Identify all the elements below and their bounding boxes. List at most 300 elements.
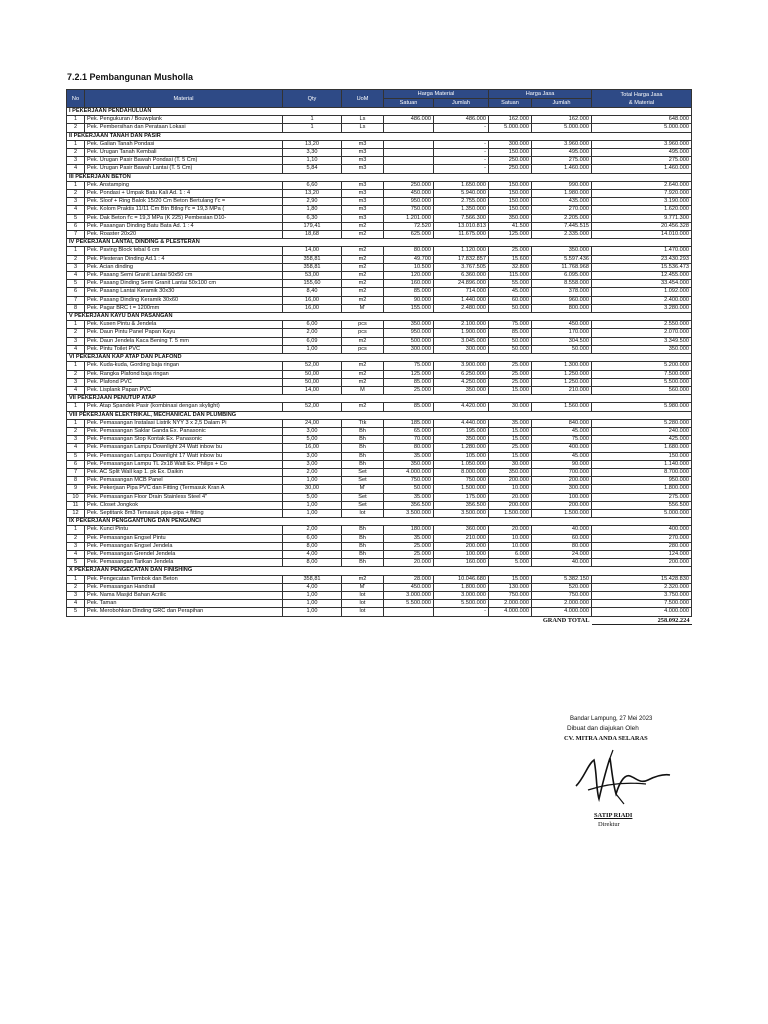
row-no: 1 xyxy=(67,403,85,411)
row-no: 5 xyxy=(67,559,85,567)
table-row xyxy=(67,386,692,394)
row-no: 2 xyxy=(67,190,85,198)
table-row xyxy=(67,222,692,230)
row-material-satuan xyxy=(384,124,434,132)
table-row xyxy=(67,157,692,165)
row-no: 4 xyxy=(67,550,85,558)
row-no: 1 xyxy=(67,419,85,427)
row-description: Pek. Pemasangan Saklar Ganda Ex. Panasonic xyxy=(85,427,283,435)
row-total: 2.070.000 xyxy=(592,329,692,337)
row-jasa-jumlah: 6.095.000 xyxy=(532,272,592,280)
row-jasa-satuan: 25.000 xyxy=(489,362,532,370)
row-jasa-jumlah: 1.500.000 xyxy=(532,509,592,517)
row-material-satuan: 85.000 xyxy=(384,288,434,296)
section-header-row xyxy=(67,354,692,362)
row-material-satuan xyxy=(384,608,434,616)
row-no: 2 xyxy=(67,149,85,157)
row-material-jumlah: 356.500 xyxy=(434,501,489,509)
row-jasa-satuan: 25.000 xyxy=(489,370,532,378)
row-uom: Bh xyxy=(342,534,384,542)
row-qty: 52,00 xyxy=(283,362,342,370)
row-description: Pek. Roaster 20x20 xyxy=(85,231,283,239)
row-uom: Bh xyxy=(342,559,384,567)
row-qty: 16,00 xyxy=(283,444,342,452)
row-material-jumlah: 350.000 xyxy=(434,436,489,444)
table-row xyxy=(67,198,692,206)
row-total: 7.500.000 xyxy=(592,600,692,608)
row-uom: lot xyxy=(342,608,384,616)
row-material-jumlah: - xyxy=(434,149,489,157)
row-jasa-satuan: 32.800 xyxy=(489,263,532,271)
row-no: 6 xyxy=(67,222,85,230)
row-jasa-satuan: 20.000 xyxy=(489,526,532,534)
section-header-row xyxy=(67,108,692,116)
row-description: Pek. Pengukuran / Bouwplank xyxy=(85,116,283,124)
row-description: Pek. Sloof + Ring Balok 15/20 Cm Beton Bertulang f'c = xyxy=(85,198,283,206)
table-row xyxy=(67,272,692,280)
row-description: Pek. Plafond PVC xyxy=(85,378,283,386)
row-description: Pek. Kuda-kuda, Gording baja ringan xyxy=(85,362,283,370)
row-material-satuan xyxy=(384,165,434,173)
row-material-satuan: 28.000 xyxy=(384,575,434,583)
row-material-jumlah: 2.480.000 xyxy=(434,304,489,312)
row-material-jumlah: 6.250.000 xyxy=(434,370,489,378)
row-jasa-jumlah: 50.000 xyxy=(532,345,592,353)
row-jasa-satuan: 45.000 xyxy=(489,288,532,296)
row-description: Pek. Pengecatan Tembok dan Beton xyxy=(85,575,283,583)
row-material-satuan: 49.700 xyxy=(384,255,434,263)
row-total: 200.000 xyxy=(592,559,692,567)
row-no: 2 xyxy=(67,370,85,378)
row-jasa-satuan: 85.000 xyxy=(489,329,532,337)
row-jasa-satuan: 15.000 xyxy=(489,427,532,435)
row-jasa-satuan: 4.000.000 xyxy=(489,608,532,616)
row-material-jumlah: 2.100.000 xyxy=(434,321,489,329)
row-description: Pek. Urugan Tanah Kembali xyxy=(85,149,283,157)
row-jasa-satuan: 10.000 xyxy=(489,485,532,493)
row-material-satuan: 450.000 xyxy=(384,190,434,198)
row-jasa-satuan: 50.000 xyxy=(489,304,532,312)
row-material-jumlah: 160.000 xyxy=(434,559,489,567)
row-material-satuan: 1.201.000 xyxy=(384,214,434,222)
row-uom: m2 xyxy=(342,231,384,239)
row-jasa-jumlah: 60.000 xyxy=(532,534,592,542)
row-jasa-jumlah: 7.445.515 xyxy=(532,222,592,230)
row-jasa-jumlah: 300.000 xyxy=(532,485,592,493)
row-material-satuan: 10.500 xyxy=(384,263,434,271)
row-description: Pek. Anstamping xyxy=(85,181,283,189)
row-qty: 16,00 xyxy=(283,304,342,312)
row-jasa-jumlah: 210.000 xyxy=(532,386,592,394)
row-total: 1.092.000 xyxy=(592,288,692,296)
row-total: 150.000 xyxy=(592,452,692,460)
row-material-satuan: 50.000 xyxy=(384,485,434,493)
row-qty: 5,84 xyxy=(283,165,342,173)
row-no: 7 xyxy=(67,468,85,476)
row-total: 495.000 xyxy=(592,149,692,157)
row-qty: 3,00 xyxy=(283,427,342,435)
row-qty: 30,00 xyxy=(283,485,342,493)
row-total: 2.640.000 xyxy=(592,181,692,189)
row-material-jumlah: 1.800.000 xyxy=(434,583,489,591)
row-qty: 1,00 xyxy=(283,608,342,616)
row-qty: 1,00 xyxy=(283,477,342,485)
row-jasa-jumlah: 200.000 xyxy=(532,501,592,509)
row-uom: lot xyxy=(342,591,384,599)
row-jasa-satuan: 162.000 xyxy=(489,116,532,124)
table-row xyxy=(67,559,692,567)
row-uom: Bh xyxy=(342,452,384,460)
row-description: Pek. Taman xyxy=(85,600,283,608)
section-header-row xyxy=(67,567,692,575)
section-title: IV PEKERJAAN LANTAI, DINDING & PLESTERAN xyxy=(67,239,692,247)
row-jasa-jumlah: 8.558.000 xyxy=(532,280,592,288)
row-material-jumlah: 5.500.000 xyxy=(434,600,489,608)
row-description: Pek. Kunci Pintu xyxy=(85,526,283,534)
row-material-jumlah: - xyxy=(434,608,489,616)
row-material-jumlah: 1.280.000 xyxy=(434,444,489,452)
row-qty: 13,20 xyxy=(283,190,342,198)
row-uom: m2 xyxy=(342,222,384,230)
row-material-jumlah: 24.896.000 xyxy=(434,280,489,288)
row-total: 1.800.000 xyxy=(592,485,692,493)
row-jasa-jumlah: 800.000 xyxy=(532,304,592,312)
row-description: Pek. Pemasangan Stop Kontak Ex. Panasonic xyxy=(85,436,283,444)
row-total: 7.920.000 xyxy=(592,190,692,198)
row-total: 9.771.300 xyxy=(592,214,692,222)
row-no: 3 xyxy=(67,157,85,165)
row-total: 5.000.000 xyxy=(592,509,692,517)
row-total: 8.700.000 xyxy=(592,468,692,476)
row-qty: 5,00 xyxy=(283,493,342,501)
row-total: 7.500.000 xyxy=(592,370,692,378)
header-harga-jasa: Harga Jasa xyxy=(489,90,592,99)
row-total: 15.428.830 xyxy=(592,575,692,583)
row-uom: m2 xyxy=(342,288,384,296)
row-uom: m2 xyxy=(342,362,384,370)
row-jasa-jumlah: 200.000 xyxy=(532,477,592,485)
row-material-satuan: 125.000 xyxy=(384,370,434,378)
row-description: Pek. Nama Masjid Bahan Acrilic xyxy=(85,591,283,599)
grand-total-label: GRAND TOTAL xyxy=(542,616,590,624)
row-no: 4 xyxy=(67,600,85,608)
row-uom: m3 xyxy=(342,181,384,189)
row-description: Pek. Pemasangan Grendel Jendela xyxy=(85,550,283,558)
row-no: 4 xyxy=(67,386,85,394)
row-description: Pek. Urugan Pasir Bawah Pondasi (T. 5 Cm) xyxy=(85,157,283,165)
row-jasa-jumlah: 270.000 xyxy=(532,206,592,214)
row-qty: 3,30 xyxy=(283,149,342,157)
row-qty: 358,81 xyxy=(283,255,342,263)
row-jasa-satuan: 300.000 xyxy=(489,140,532,148)
row-jasa-satuan: 150.000 xyxy=(489,198,532,206)
section-header-row xyxy=(67,395,692,403)
header-total-line1: Total Harga Jasa xyxy=(620,91,663,98)
row-material-satuan: 500.000 xyxy=(384,337,434,345)
row-no: 1 xyxy=(67,321,85,329)
header-jasa-jumlah: Jumlah xyxy=(532,99,592,108)
row-qty: 1,10 xyxy=(283,157,342,165)
row-material-jumlah: 3.045.000 xyxy=(434,337,489,345)
row-qty: 1,00 xyxy=(283,345,342,353)
row-total: 14.010.000 xyxy=(592,231,692,239)
row-qty: 2,00 xyxy=(283,329,342,337)
row-no: 1 xyxy=(67,116,85,124)
row-qty: 358,81 xyxy=(283,263,342,271)
row-material-jumlah: 1.650.000 xyxy=(434,181,489,189)
row-uom: m3 xyxy=(342,198,384,206)
row-qty: 18,68 xyxy=(283,231,342,239)
row-jasa-jumlah: 700.000 xyxy=(532,468,592,476)
row-uom: Set xyxy=(342,493,384,501)
row-material-satuan: 5.500.000 xyxy=(384,600,434,608)
row-material-jumlah: 486.000 xyxy=(434,116,489,124)
row-jasa-satuan: 150.000 xyxy=(489,181,532,189)
row-no: 4 xyxy=(67,272,85,280)
table-row xyxy=(67,214,692,222)
header-harga-material: Harga Material xyxy=(384,90,489,99)
row-description: Pek. Rangka Plafond baja ringan xyxy=(85,370,283,378)
row-material-jumlah: - xyxy=(434,124,489,132)
row-jasa-satuan: 350.000 xyxy=(489,214,532,222)
row-total: 270.000 xyxy=(592,534,692,542)
row-description: Pek. Daun Pintu Panel Papan Kayu xyxy=(85,329,283,337)
row-qty: 1,00 xyxy=(283,600,342,608)
row-material-satuan: 350.000 xyxy=(384,321,434,329)
row-total: 3.280.000 xyxy=(592,304,692,312)
row-jasa-jumlah: 170.000 xyxy=(532,329,592,337)
row-total: 275.000 xyxy=(592,157,692,165)
row-jasa-jumlah: 162.000 xyxy=(532,116,592,124)
row-jasa-satuan: 200.000 xyxy=(489,477,532,485)
row-material-satuan: 450.000 xyxy=(384,583,434,591)
row-jasa-satuan: 55.000 xyxy=(489,280,532,288)
row-no: 6 xyxy=(67,460,85,468)
row-material-satuan xyxy=(384,140,434,148)
handwritten-signature xyxy=(566,744,676,810)
row-material-satuan: 3.500.000 xyxy=(384,509,434,517)
table-row xyxy=(67,231,692,239)
row-qty: 1,00 xyxy=(283,591,342,599)
row-jasa-satuan: 150.000 xyxy=(489,206,532,214)
row-jasa-jumlah: 990.000 xyxy=(532,181,592,189)
row-jasa-jumlah: 75.000 xyxy=(532,436,592,444)
row-material-satuan: 250.000 xyxy=(384,181,434,189)
row-jasa-jumlah: 40.000 xyxy=(532,559,592,567)
row-jasa-satuan: 6.000 xyxy=(489,550,532,558)
row-description: Pek. Pemasangan Lampu TL 2x18 Watt Ex. Philips + Co xyxy=(85,460,283,468)
row-description: Pek. Pasang Dinding Keramik 30x60 xyxy=(85,296,283,304)
row-material-jumlah: - xyxy=(434,140,489,148)
row-uom: m3 xyxy=(342,206,384,214)
table-row xyxy=(67,116,692,124)
table-row xyxy=(67,337,692,345)
table-row xyxy=(67,304,692,312)
row-uom: lot xyxy=(342,600,384,608)
row-material-jumlah: 4.420.000 xyxy=(434,403,489,411)
row-jasa-satuan: 1.500.000 xyxy=(489,509,532,517)
section-title: VIII PEKERJAAN ELEKTRIKAL, MECHANICAL DAN PLUMBING xyxy=(67,411,692,419)
section-header-row xyxy=(67,132,692,140)
row-total: 3.960.000 xyxy=(592,140,692,148)
section-header-row xyxy=(67,239,692,247)
header-uom: UoM xyxy=(342,90,384,108)
row-total: 400.000 xyxy=(592,526,692,534)
table-row xyxy=(67,280,692,288)
row-jasa-jumlah: 80.000 xyxy=(532,542,592,550)
section-header-row xyxy=(67,173,692,181)
table-row xyxy=(67,255,692,263)
row-jasa-jumlah: 750.000 xyxy=(532,591,592,599)
section-title: II PEKERJAAN TANAH DAN PASIR xyxy=(67,132,692,140)
row-material-jumlah: 750.000 xyxy=(434,477,489,485)
row-qty: 50,00 xyxy=(283,378,342,386)
row-total: 1.680.000 xyxy=(592,444,692,452)
row-qty: 2,00 xyxy=(283,526,342,534)
table-row xyxy=(67,321,692,329)
row-description: Pek. Pasang Dinding Semi Granit Lantai 50x100 cm xyxy=(85,280,283,288)
row-no: 2 xyxy=(67,124,85,132)
row-material-satuan: 356.500 xyxy=(384,501,434,509)
row-material-jumlah: 1.500.000 xyxy=(434,485,489,493)
row-jasa-satuan: 41.500 xyxy=(489,222,532,230)
row-jasa-satuan: 15.600 xyxy=(489,255,532,263)
row-material-satuan: 750.000 xyxy=(384,206,434,214)
row-material-satuan: 35.000 xyxy=(384,493,434,501)
row-description: Pek. Pagar BRC t = 1200mm xyxy=(85,304,283,312)
row-total: 556.500 xyxy=(592,501,692,509)
row-no: 8 xyxy=(67,477,85,485)
row-jasa-satuan: 15.000 xyxy=(489,452,532,460)
row-description: Pek. Pondasi + Umpak Batu Kali Ad. 1 : 4 xyxy=(85,190,283,198)
row-material-satuan: 75.000 xyxy=(384,362,434,370)
row-uom: m3 xyxy=(342,165,384,173)
row-jasa-satuan: 130.000 xyxy=(489,583,532,591)
row-no: 9 xyxy=(67,485,85,493)
row-total: 15.536.473 xyxy=(592,263,692,271)
row-material-jumlah: 350.000 xyxy=(434,386,489,394)
row-no: 1 xyxy=(67,247,85,255)
row-material-satuan: 80.000 xyxy=(384,247,434,255)
row-material-satuan: 70.000 xyxy=(384,436,434,444)
table-row xyxy=(67,427,692,435)
row-material-satuan: 625.000 xyxy=(384,231,434,239)
row-qty: 5,00 xyxy=(283,436,342,444)
row-qty: 6,00 xyxy=(283,534,342,542)
row-total: 950.000 xyxy=(592,477,692,485)
row-description: Pek. Dak Beton f'c = 19,3 MPa (K 225) Pembesian D10- xyxy=(85,214,283,222)
table-row xyxy=(67,493,692,501)
row-total: 3.349.500 xyxy=(592,337,692,345)
row-jasa-jumlah: 45.000 xyxy=(532,452,592,460)
row-jasa-satuan: 750.000 xyxy=(489,591,532,599)
row-description: Pek. Pemasangan Handrail xyxy=(85,583,283,591)
row-description: Pek. Pemasangan MCB Panel xyxy=(85,477,283,485)
row-jasa-jumlah: 5.382.150 xyxy=(532,575,592,583)
row-jasa-satuan: 15.000 xyxy=(489,386,532,394)
row-material-satuan: 120.000 xyxy=(384,272,434,280)
row-no: 2 xyxy=(67,583,85,591)
table-row xyxy=(67,485,692,493)
row-uom: M xyxy=(342,386,384,394)
row-uom: m3 xyxy=(342,140,384,148)
row-description: Pek. Pemasangan Instalasi Listrik NYY 3 x 2,5 Dalam Pi xyxy=(85,419,283,427)
table-row xyxy=(67,403,692,411)
row-material-jumlah: 210.000 xyxy=(434,534,489,542)
table-row xyxy=(67,263,692,271)
row-uom: Set xyxy=(342,477,384,485)
row-jasa-jumlah: 495.000 xyxy=(532,149,592,157)
row-material-jumlah: 1.350.000 xyxy=(434,206,489,214)
table-row xyxy=(67,542,692,550)
row-total: 425.000 xyxy=(592,436,692,444)
row-jasa-satuan: 200.000 xyxy=(489,501,532,509)
row-material-satuan: 185.000 xyxy=(384,419,434,427)
row-no: 8 xyxy=(67,304,85,312)
table-row xyxy=(67,468,692,476)
row-no: 4 xyxy=(67,165,85,173)
row-material-jumlah: 8.000.000 xyxy=(434,468,489,476)
header-material: Material xyxy=(85,90,283,108)
row-qty: 8,00 xyxy=(283,559,342,567)
table-row xyxy=(67,362,692,370)
row-jasa-satuan: 60.000 xyxy=(489,296,532,304)
row-material-satuan: 80.000 xyxy=(384,444,434,452)
row-material-jumlah: 175.000 xyxy=(434,493,489,501)
row-uom: Set xyxy=(342,468,384,476)
signatory-name: SATIP RIADI xyxy=(594,812,633,819)
row-jasa-satuan: 50.000 xyxy=(489,337,532,345)
row-qty: 14,00 xyxy=(283,386,342,394)
row-material-jumlah: 2.755.000 xyxy=(434,198,489,206)
row-uom: Set xyxy=(342,501,384,509)
row-description: Pek. Pasang Lantai Keramik 30x30 xyxy=(85,288,283,296)
row-uom: Bh xyxy=(342,542,384,550)
row-material-satuan: 4.000.000 xyxy=(384,468,434,476)
row-uom: pcs xyxy=(342,345,384,353)
row-description: Pek. Galian Tanah Pondasi xyxy=(85,140,283,148)
row-jasa-satuan: 30.000 xyxy=(489,403,532,411)
row-material-jumlah: 105.000 xyxy=(434,452,489,460)
row-description: Pek. Pekerjaan Pipa PVC dan Fitting (Termasuk Kran A xyxy=(85,485,283,493)
row-description: Pek. Paving Block tebal 6 cm xyxy=(85,247,283,255)
row-uom: m3 xyxy=(342,157,384,165)
grand-total-spacer xyxy=(67,616,489,624)
row-no: 1 xyxy=(67,181,85,189)
row-material-jumlah: 3.500.000 xyxy=(434,509,489,517)
row-description: Pek. Urugan Pasir Bawah Lantai (T. 5 Cm) xyxy=(85,165,283,173)
row-total: 12.455.000 xyxy=(592,272,692,280)
row-material-jumlah: 360.000 xyxy=(434,526,489,534)
row-uom: Ls xyxy=(342,124,384,132)
signatory-role: Direktur xyxy=(598,821,620,828)
row-total: 648.000 xyxy=(592,116,692,124)
row-uom: m2 xyxy=(342,280,384,288)
row-description: Pek. Pasangan Dinding Batu Bata Ad. 1 : 4 xyxy=(85,222,283,230)
row-material-satuan: 350.000 xyxy=(384,460,434,468)
row-qty: 358,81 xyxy=(283,575,342,583)
row-qty: 3,00 xyxy=(283,452,342,460)
row-material-satuan: 750.000 xyxy=(384,477,434,485)
row-material-satuan: 85.000 xyxy=(384,403,434,411)
section-title: I PEKERJAAN PENDAHULUAN xyxy=(67,108,692,116)
row-jasa-jumlah: 5.000.000 xyxy=(532,124,592,132)
table-row xyxy=(67,190,692,198)
row-jasa-jumlah: 304.500 xyxy=(532,337,592,345)
row-uom: m2 xyxy=(342,403,384,411)
section-title: VII PEKERJAAN PENUTUP ATAP xyxy=(67,395,692,403)
row-no: 2 xyxy=(67,427,85,435)
